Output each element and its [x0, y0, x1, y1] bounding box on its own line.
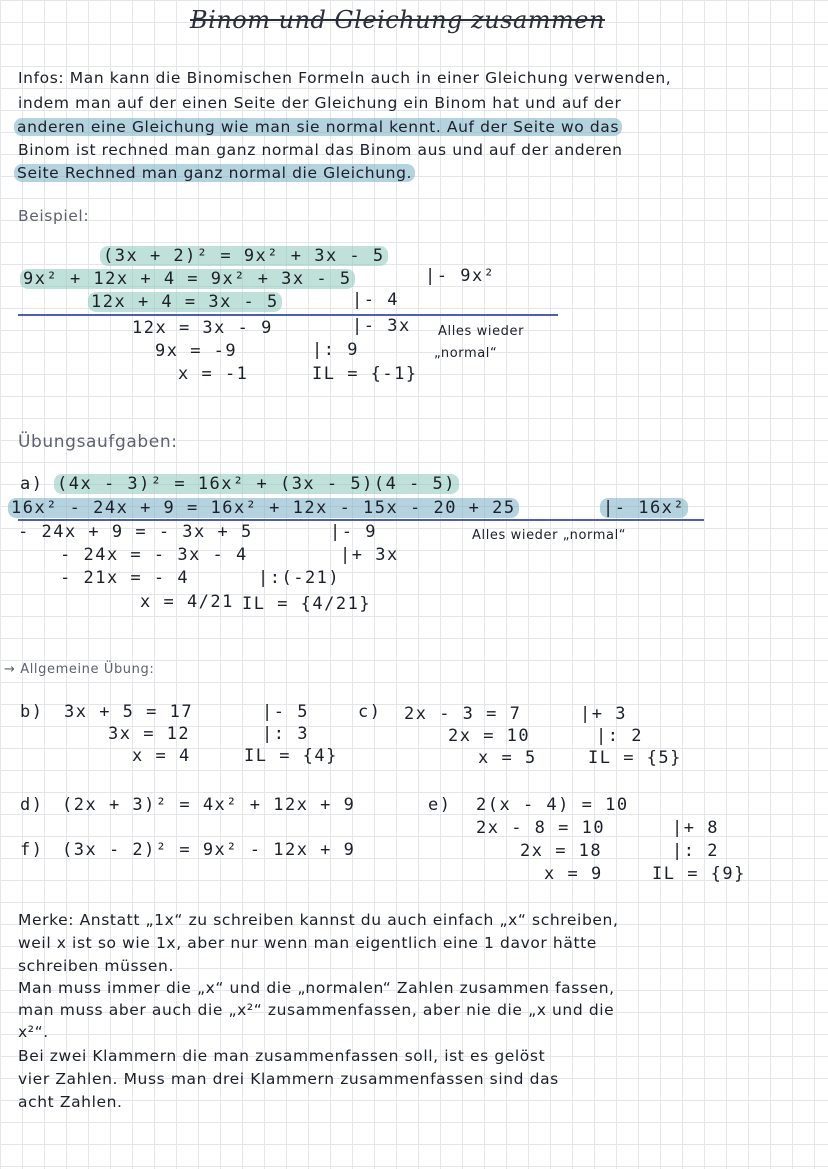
- merke-line: man muss aber auch die „x²“ zusammenfassen, aber nie die „x und die: [18, 1001, 615, 1019]
- merke-line: Merke: Anstatt „1x“ zu schreiben kannst du auch einfach „x“ schreiben,: [18, 911, 619, 929]
- equation-line: 2x - 8 = 10: [476, 818, 606, 838]
- equation-line: 2(x - 4) = 10: [476, 795, 629, 815]
- solution-set: IL = {5}: [588, 748, 682, 768]
- divider: [18, 519, 704, 521]
- task-label: c): [358, 702, 382, 722]
- merke-line: Man muss immer die „x“ und die „normalen“ Zahlen zusammen fassen,: [18, 979, 615, 997]
- operation: |+ 3: [580, 704, 627, 724]
- merke-line: weil x ist so wie 1x, aber nur wenn man eigentlich eine 1 davor hätte: [18, 934, 597, 952]
- merke-line: schreiben müssen.: [18, 957, 174, 975]
- merke-line: acht Zahlen.: [18, 1093, 123, 1111]
- equation-line: 12x + 4 = 3x - 5: [88, 292, 282, 312]
- equation-line: (3x + 2)² = 9x² + 3x - 5: [100, 246, 388, 266]
- equation-line: 12x = 3x - 9: [132, 318, 273, 338]
- equation-line: - 24x + 9 = - 3x + 5: [18, 522, 253, 542]
- note: „normal“: [434, 346, 498, 361]
- task-label: a): [20, 474, 44, 494]
- note: Alles wieder: [438, 324, 525, 339]
- operation: |- 16x²: [600, 498, 688, 518]
- solution-set: IL = {9}: [652, 864, 746, 884]
- equation-line: 2x - 3 = 7: [404, 704, 522, 724]
- infos-line: Infos: Man kann die Binomischen Formeln auch in einer Gleichung verwenden,: [18, 69, 672, 87]
- operation: |: 2: [596, 726, 643, 746]
- task-label: d): [20, 795, 44, 815]
- divider: [18, 314, 558, 316]
- equation-line: - 24x = - 3x - 4: [60, 545, 248, 565]
- equation-line: x = 5: [478, 748, 537, 768]
- equation-line: 16x² - 24x + 9 = 16x² + 12x - 15x - 20 + 25: [8, 498, 519, 518]
- solution-set: IL = {-1}: [312, 364, 418, 384]
- operation: |:(-21): [258, 568, 341, 588]
- allgemein-heading: → Allgemeine Übung:: [4, 662, 155, 677]
- operation: |- 9: [330, 522, 377, 542]
- infos-line: Seite Rechned man ganz normal die Gleichung.: [14, 163, 415, 183]
- operation: |- 4: [352, 290, 399, 310]
- infos-line: indem man auf der einen Seite der Gleichung ein Binom hat und auf der: [18, 94, 622, 112]
- equation-line: x = -1: [178, 364, 249, 384]
- equation-line: 3x = 12: [108, 724, 191, 744]
- infos-line: Binom ist rechned man ganz normal das Binom aus und auf der anderen: [18, 141, 623, 159]
- merke-line: vier Zahlen. Muss man drei Klammern zusammenfassen sind das: [18, 1070, 559, 1088]
- operation: |- 5: [262, 702, 309, 722]
- equation-line: x = 9: [544, 864, 603, 884]
- task-label: f): [20, 840, 44, 860]
- operation: |: 9: [312, 340, 359, 360]
- equation-line: 9x = -9: [155, 341, 238, 361]
- equation-line: (4x - 3)² = 16x² + (3x - 5)(4 - 5): [54, 474, 459, 494]
- solution-set: IL = {4}: [244, 746, 338, 766]
- operation: |: 2: [672, 841, 719, 861]
- operation: |- 9x²: [425, 266, 496, 286]
- beispiel-heading: Beispiel:: [18, 207, 90, 225]
- equation-line: 2x = 10: [448, 726, 531, 746]
- task-label: b): [20, 702, 44, 722]
- operation: |+ 3x: [340, 545, 399, 565]
- equation-line: - 21x = - 4: [60, 568, 190, 588]
- merke-line: x²“.: [18, 1023, 49, 1041]
- solution-set: IL = {4/21}: [242, 594, 372, 614]
- operation: |+ 8: [672, 818, 719, 838]
- equation-line: x = 4/21: [140, 592, 234, 612]
- equation-line: (3x - 2)² = 9x² - 12x + 9: [62, 840, 356, 860]
- operation: |: 3: [262, 724, 309, 744]
- task-label: e): [428, 795, 452, 815]
- equation-line: 2x = 18: [520, 841, 603, 861]
- equation-line: 9x² + 12x + 4 = 9x² + 3x - 5: [20, 269, 355, 289]
- infos-line: anderen eine Gleichung wie man sie normal kennt. Auf der Seite wo das: [14, 117, 622, 137]
- uebung-heading: Übungsaufgaben:: [18, 432, 178, 452]
- equation-line: 3x + 5 = 17: [64, 702, 194, 722]
- note: Alles wieder „normal“: [472, 528, 627, 543]
- equation-line: x = 4: [132, 746, 191, 766]
- equation-line: (2x + 3)² = 4x² + 12x + 9: [62, 795, 356, 815]
- page-title: Binom und Gleichung zusammen: [190, 6, 605, 34]
- merke-line: Bei zwei Klammern die man zusammenfassen soll, ist es gelöst: [18, 1047, 546, 1065]
- operation: |- 3x: [352, 316, 411, 336]
